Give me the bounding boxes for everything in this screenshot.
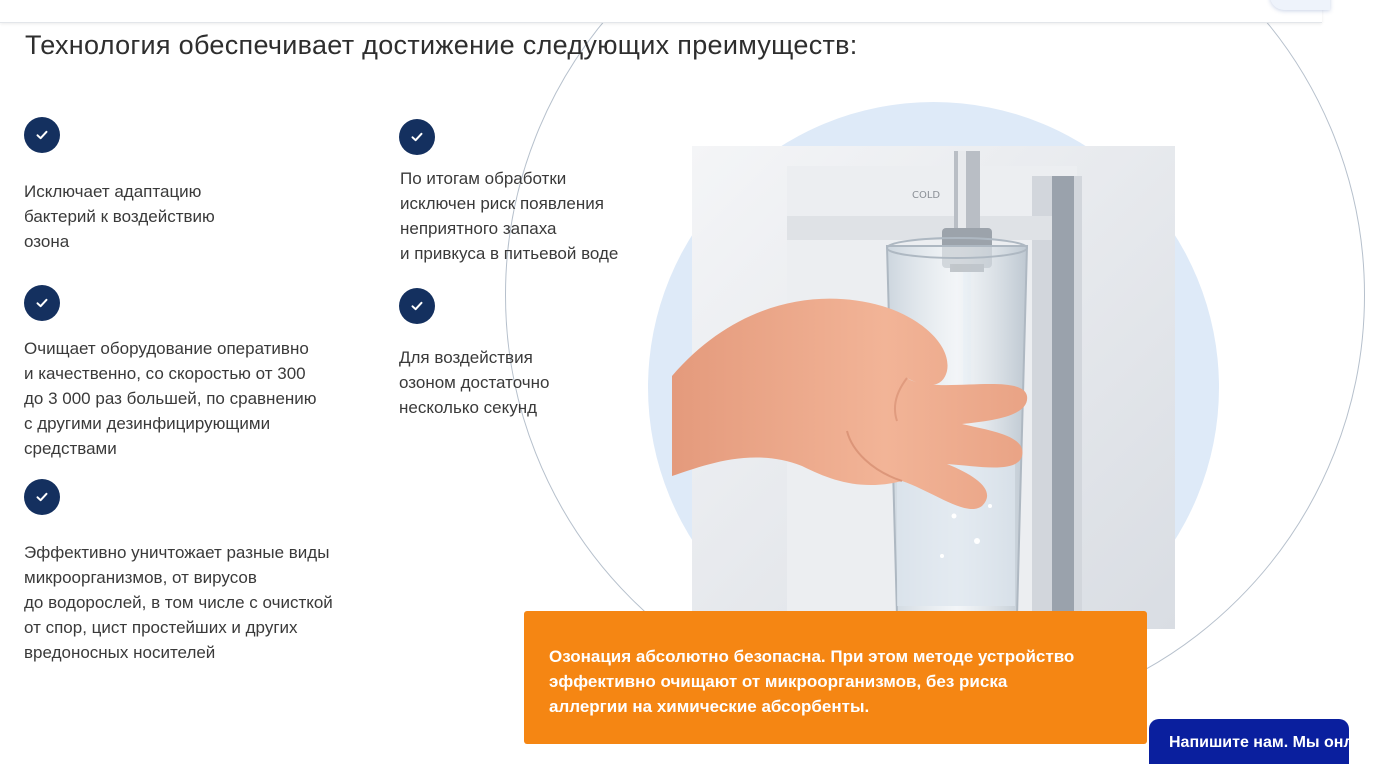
callout-text: эффективно очищают от микроорганизмов, без риска xyxy=(549,672,1008,691)
safety-callout xyxy=(524,611,1147,744)
chat-widget-label: Напишите нам. Мы онлайн! xyxy=(1169,734,1387,751)
check-icon xyxy=(399,119,435,155)
section-heading: Технология обеспечивает достижение следующих преимуществ: xyxy=(25,30,858,60)
benefit-text: Для воздействия озоном достаточно несколько секунд xyxy=(399,348,550,417)
check-icon xyxy=(24,285,60,321)
header-widget-edge[interactable] xyxy=(1270,0,1330,10)
chat-widget-button[interactable] xyxy=(1149,719,1387,764)
callout-text: аллергии на химические абсорбенты. xyxy=(549,697,870,716)
top-bar xyxy=(0,0,1322,23)
water-glass-photo xyxy=(692,146,1175,629)
benefit-text: Исключает адаптацию бактерий к воздействию озона xyxy=(24,182,215,251)
benefit-text: Эффективно уничтожает разные виды микроорганизмов, от вирусов до водорослей, в том числе с очисткой от спор, цист простейших и других вредоносных носителей xyxy=(24,543,333,662)
check-icon xyxy=(24,479,60,515)
check-icon xyxy=(24,117,60,153)
cold-tap-label: COLD xyxy=(912,190,941,201)
benefit-text: По итогам обработки исключен риск появления неприятного запаха и привкуса в питьевой воде xyxy=(400,169,619,263)
benefit-text: Очищает оборудование оперативно и качественно, со скоростью от 300 до 3 000 раз большей, по сравнению с другими дезинфицирующими средствами xyxy=(24,339,317,458)
check-icon xyxy=(399,288,435,324)
callout-text: Озонация абсолютно безопасна. При этом методе устройство xyxy=(549,647,1075,666)
